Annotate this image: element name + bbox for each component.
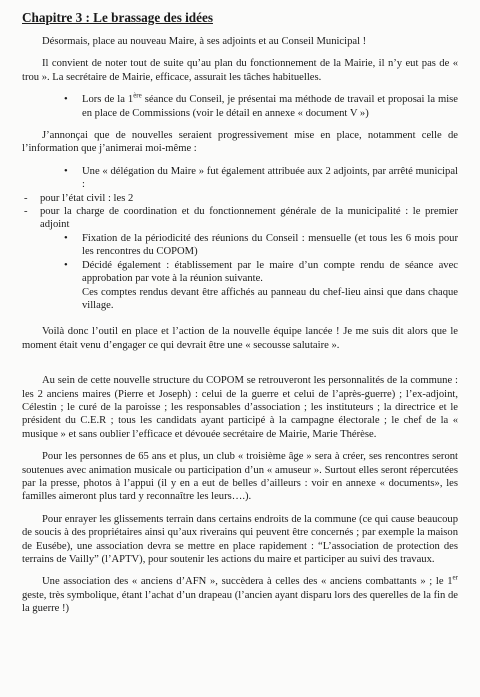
minutes-text: Décidé également : établissement par le maire d’un compte rendu de séance avec approbation par vote à la réunion suivante. [82,259,458,285]
civil-status-text: pour l’état civil : les 2 [40,192,134,204]
delegation-text: Une « délégation du Maire » fut également attribuée aux 2 adjoints, par arrêté municipal : [82,165,458,191]
paragraph-tool-in-place: Voilà donc l’outil en place et l’action de la nouvelle équipe lancée ! Je me suis dit alors que le moment était venu d’engager ce qui devrait être une « secousse salutaire ». [22,326,458,351]
paragraph-new-mayor: Désormais, place au nouveau Maire, à ses adjoints et au Conseil Municipal ! [42,36,367,47]
paragraph-information-announcement: J’annonçai que de nouvelles seraient progressivement mise en place, notamment celle de l’information que j’animerai moi-même : [22,130,458,155]
list-item-first-session [22,93,458,120]
paragraph-copom-members: Au sein de cette nouvelle structure du COPOM se retrouveront les personnalités de la commune : les 2 anciens maires (Pierre et Joseph) : celui de la guerre et celui de l’après-guerre) ; l’ex-adjoint, Célestin ; le curé de la paroisse ; les responsables d’association ; les instituteurs ; la directrice et le président du C.E.R ; tous les candidats ayant participé à la campagne électorale ; le chef de la « musique » et sans oublier l’efficace et dévouée secrétaire de Mairie, Marie Thérèse. [22,375,458,440]
bullet-icon: • [64,259,68,271]
paragraph-afn-association [22,575,458,615]
chapter-title: Chapitre 3 : Le brassage des idées [22,10,213,25]
paragraph-mairie-functioning: Il convient de noter tout de suite qu’au plan du fonctionnement de la Mairie, il n’y eut pas de « trou ». La secrétaire de Mairie, efficace, assurait les tâches habituelles. [22,58,458,83]
list-item-civil-status [22,192,458,205]
list-item-minutes [22,259,458,286]
bullet-icon: • [64,94,68,106]
paragraph-landslides: Pour enrayer les glissements terrain dans certains endroits de la commune (ce qui cause beaucoup de soucis à des propriétaires ainsi qu’aux riverains qui peuvent être concernés ; par exemple la maison de Eusébe), une association devra se mettre en place rapidement : “L’association de protection des terrains de Vailly” (l’APTV), pour soutenir les actions du maire et participer au suivi des travaux. [22,513,458,565]
afn-text-start: Une association des « anciens d’AFN », succèdera à celles des « anciens combattants » ; le 1 [42,576,453,588]
bullet-icon: • [64,165,68,177]
first-session-text-end: séance du Conseil, je présentai ma méthode de travail et proposai la mise en place de Commissions (voir le détail en annexe « document V ») [82,94,458,119]
first-session-text-start: Lors de la 1 [82,94,134,106]
coordination-text: pour la charge de coordination et du fonctionnement générale de la municipalité : le premier adjoint [40,206,458,231]
afn-superscript: er [452,573,458,582]
list-item-delegation [22,165,458,192]
paragraph-senior-club: Pour les personnes de 65 ans et plus, un club « troisième âge » sera à créer, ses rencontres seront soutenues avec animation musicale ou participation d’un « amuseur ». Surtout elles seront répercutées par la presse, photos à l’appui (il y en a eut de belles d’ailleurs : voir en annexe « documents», les familles aimeront plus tard y reconnaître les leurs….). [22,451,458,503]
dash-icon: - [24,192,28,204]
periodicity-text: Fixation de la périodicité des réunions du Conseil : mensuelle (et tous les 6 mois pour les rencontres du COPOM) [82,232,458,258]
list-item-coordination [22,205,458,232]
afn-text-end: geste, très symbolique, étant l’achat d’un drapeau (l’ancien ayant disparu lors des querelles de la fin de la guerre !) [22,589,458,615]
first-session-superscript: ère [133,91,142,100]
minutes-continuation: Ces comptes rendus devant être affichés au panneau du chef-lieu ainsi que dans chaque village. [82,286,458,311]
bullet-icon: • [64,232,68,244]
list-item-periodicity [22,232,458,259]
dash-icon: - [24,206,28,218]
